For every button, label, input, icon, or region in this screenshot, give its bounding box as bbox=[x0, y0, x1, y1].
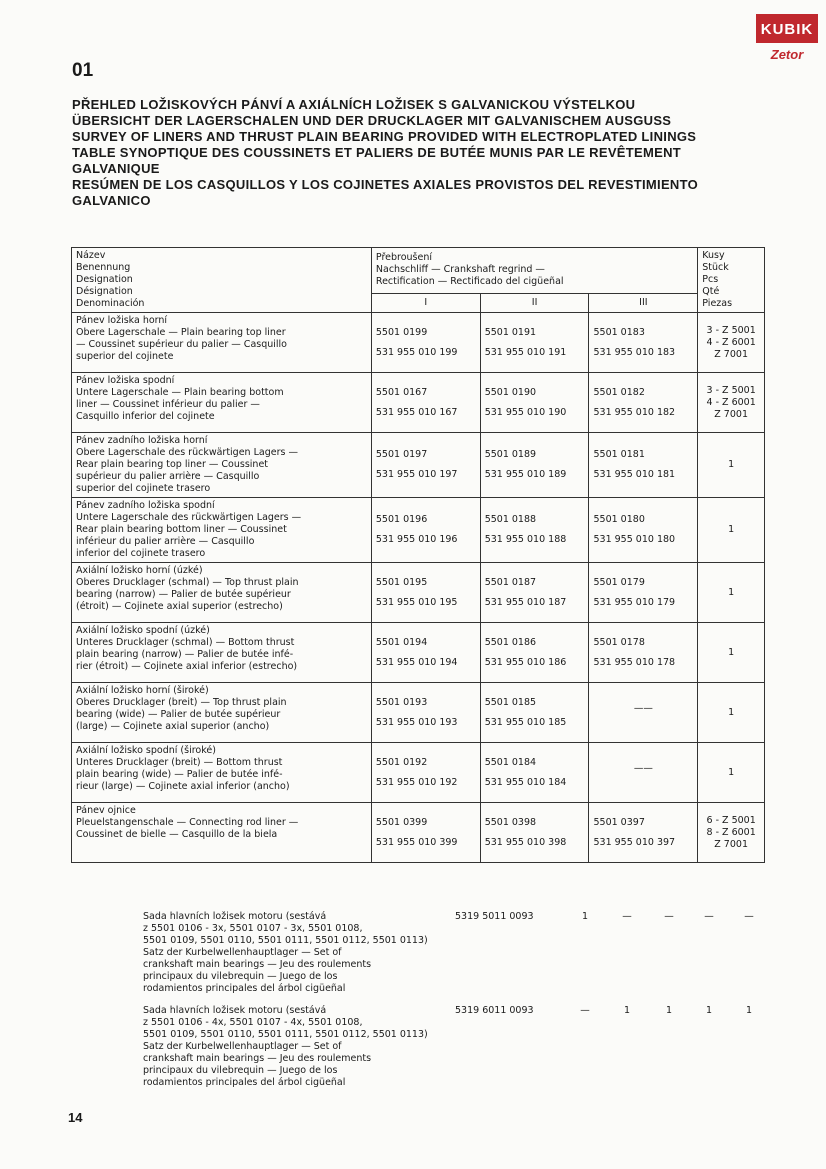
kubik-zetor-logo bbox=[756, 14, 818, 74]
row-qty: 3 - Z 5001 4 - Z 6001 Z 7001 bbox=[698, 373, 765, 433]
row-qty: 6 - Z 5001 8 - Z 6001 Z 7001 bbox=[698, 803, 765, 863]
row-qty: 1 bbox=[698, 683, 765, 743]
part-number: 5501 0190 bbox=[484, 386, 537, 398]
header-col-iii: III bbox=[589, 293, 698, 312]
set-part-number: 5319 5011 0093 bbox=[455, 911, 534, 922]
row-qty: 1 bbox=[698, 743, 765, 803]
logo-brand: KUBIK bbox=[756, 14, 818, 43]
bearing-set bbox=[143, 911, 763, 1003]
part-number: 5501 0185 bbox=[484, 696, 537, 708]
cell-ii bbox=[480, 313, 589, 373]
cell-iii bbox=[589, 313, 698, 373]
part-number: 5501 0191 bbox=[484, 326, 537, 338]
alt-part-number: 531 955 010 195 bbox=[375, 596, 458, 608]
alt-part-number: 531 955 010 192 bbox=[375, 776, 458, 788]
alt-part-number: 531 955 010 184 bbox=[484, 776, 567, 788]
table-row bbox=[72, 313, 765, 373]
part-number: 5501 0188 bbox=[484, 514, 537, 525]
cell-iii bbox=[589, 683, 698, 743]
cell-ii bbox=[480, 498, 589, 563]
part-number: 5501 0193 bbox=[375, 696, 428, 708]
alt-part-number: 531 955 010 182 bbox=[593, 406, 676, 418]
part-number: 5501 0197 bbox=[375, 449, 428, 460]
table-row bbox=[72, 743, 765, 803]
alt-part-number: 531 955 010 188 bbox=[484, 534, 567, 545]
set-qty-value: 1 bbox=[623, 1005, 631, 1016]
heading-cz: PŘEHLED LOŽISKOVÝCH PÁNVÍ A AXIÁLNÍCH LOŽISEK S GALVANICKOU VÝSTELKOU bbox=[72, 97, 636, 112]
table-row bbox=[72, 623, 765, 683]
cell-i bbox=[371, 373, 480, 433]
part-number: 5501 0184 bbox=[484, 756, 537, 768]
part-number: 5501 0187 bbox=[484, 576, 537, 588]
heading-en: SURVEY OF LINERS AND THRUST PLAIN BEARING PROVIDED WITH ELECTROPLATED LININGS bbox=[72, 129, 697, 144]
cell-i bbox=[371, 498, 480, 563]
cell-iii bbox=[589, 743, 698, 803]
section-number: 01 bbox=[72, 60, 94, 81]
alt-part-number: 531 955 010 181 bbox=[593, 469, 676, 480]
set-description: Sada hlavních ložisek motoru (sestává z 5501 0106 - 4x, 5501 0107 - 4x, 5501 0108, 5501 0109, 5501 0110, 5501 0111, 5501 0112, 5501 0113) Satz der Kurbelwellenhauptlager — Set of crankshaft main bearings — Jeu des roulements principaux du vilebrequin — Juego de los rodamientos principales del árbol cigüeñal bbox=[143, 1005, 428, 1088]
table-row bbox=[72, 433, 765, 498]
cell-iii bbox=[589, 373, 698, 433]
row-designation: Axiální ložisko spodní (široké) Unteres Drucklager (breit) — Bottom thrust plain bearing (wide) — Palier de butée infé- rieur (large) — Cojinete axial inferior (ancho) bbox=[72, 743, 372, 803]
cell-iii bbox=[589, 433, 698, 498]
page-number: 14 bbox=[68, 1110, 83, 1125]
part-number: 5501 0180 bbox=[593, 514, 645, 525]
row-qty: 3 - Z 5001 4 - Z 6001 Z 7001 bbox=[698, 313, 765, 373]
alt-part-number: 531 955 010 196 bbox=[375, 534, 458, 545]
heading-de: ÜBERSICHT DER LAGERSCHALEN UND DER DRUCKLAGER MIT GALVANISCHEM AUSGUSS bbox=[72, 113, 672, 128]
alt-part-number: 531 955 010 186 bbox=[484, 656, 567, 668]
header-col-ii: II bbox=[480, 293, 589, 312]
part-number: 5501 0398 bbox=[484, 816, 537, 828]
cell-ii bbox=[480, 373, 589, 433]
cell-iii bbox=[589, 498, 698, 563]
alt-part-number: 531 955 010 167 bbox=[375, 406, 458, 418]
set-qty-value: 1 bbox=[665, 1005, 673, 1016]
set-description: Sada hlavních ložisek motoru (sestává z 5501 0106 - 3x, 5501 0107 - 3x, 5501 0108, 5501 0109, 5501 0110, 5501 0111, 5501 0112, 5501 0113) Satz der Kurbelwellenhauptlager — Set of crankshaft main bearings — Jeu des roulements principaux du vilebrequin — Juego de los rodamientos principales del árbol cigüeñal bbox=[143, 911, 428, 994]
header-qty: Kusy Stück Pcs Qté Piezas bbox=[698, 248, 765, 313]
part-number: 5501 0196 bbox=[375, 514, 428, 525]
cell-ii bbox=[480, 803, 589, 863]
alt-part-number: 531 955 010 178 bbox=[593, 656, 676, 668]
part-number: 5501 0182 bbox=[593, 386, 645, 398]
alt-part-number: 531 955 010 398 bbox=[484, 836, 567, 848]
row-designation: Axiální ložisko horní (úzké) Oberes Drucklager (schmal) — Top thrust plain bearing (narrow) — Palier de butée supérieur (étroit) — Cojinete axial superior (estrecho) bbox=[72, 563, 372, 623]
title-block bbox=[72, 97, 762, 209]
heading-fr: TABLE SYNOPTIQUE DES COUSSINETS ET PALIERS DE BUTÉE MUNIS PAR LE REVÊTEMENT GALVANIQUE bbox=[72, 145, 682, 176]
part-number: 5501 0167 bbox=[375, 386, 428, 398]
alt-part-number: 531 955 010 187 bbox=[484, 596, 567, 608]
alt-part-number: 531 955 010 193 bbox=[375, 716, 458, 728]
alt-part-number: 531 955 010 185 bbox=[484, 716, 567, 728]
bearing-table bbox=[71, 247, 765, 863]
cell-ii bbox=[480, 433, 589, 498]
row-designation: Pánev ojnice Pleuelstangenschale — Connecting rod liner — Coussinet de bielle — Casquillo de la biela bbox=[72, 803, 372, 863]
cell-ii bbox=[480, 743, 589, 803]
part-number: 5501 0189 bbox=[484, 449, 537, 460]
alt-part-number: 531 955 010 191 bbox=[484, 346, 567, 358]
set-qty-value: — bbox=[622, 911, 632, 922]
set-qty-value: — bbox=[704, 911, 714, 922]
alt-part-number: 531 955 010 189 bbox=[484, 469, 567, 480]
set-part-number: 5319 6011 0093 bbox=[455, 1005, 534, 1016]
set-qty-value: — bbox=[580, 1005, 590, 1016]
row-qty: 1 bbox=[698, 498, 765, 563]
row-qty: 1 bbox=[698, 623, 765, 683]
cell-i bbox=[371, 623, 480, 683]
cell-i bbox=[371, 803, 480, 863]
part-number: 5501 0397 bbox=[593, 816, 645, 828]
alt-part-number: 531 955 010 199 bbox=[375, 346, 458, 358]
part-number: 5501 0179 bbox=[593, 576, 645, 588]
part-number: 5501 0192 bbox=[375, 756, 428, 768]
part-number: 5501 0183 bbox=[593, 326, 645, 338]
set-qty-value: 1 bbox=[581, 911, 589, 922]
part-number: —— bbox=[633, 762, 653, 774]
cell-ii bbox=[480, 563, 589, 623]
row-designation: Pánev ložiska horní Obere Lagerschale — Plain bearing top liner — Coussinet supérieur du palier — Casquillo superior del cojinete bbox=[72, 313, 372, 373]
cell-iii bbox=[589, 563, 698, 623]
bearing-set bbox=[143, 1005, 763, 1097]
row-designation: Pánev zadního ložiska horní Obere Lagerschale des rückwärtigen Lagers — Rear plain bearing top liner — Coussinet supérieur du palier arrière — Casquillo superior del cojinete trasero bbox=[72, 433, 372, 498]
cell-ii bbox=[480, 683, 589, 743]
part-number: 5501 0178 bbox=[593, 636, 645, 648]
logo-sub: Zetor bbox=[770, 47, 804, 62]
set-qty-value: — bbox=[744, 911, 754, 922]
bearing-sets bbox=[143, 911, 763, 1097]
set-qty-value: 1 bbox=[705, 1005, 713, 1016]
alt-part-number: 531 955 010 399 bbox=[375, 836, 458, 848]
cell-ii bbox=[480, 623, 589, 683]
part-number: 5501 0195 bbox=[375, 576, 428, 588]
part-number: 5501 0186 bbox=[484, 636, 537, 648]
table-row bbox=[72, 563, 765, 623]
row-qty: 1 bbox=[698, 563, 765, 623]
alt-part-number: 531 955 010 190 bbox=[484, 406, 567, 418]
header-col-i: I bbox=[371, 293, 480, 312]
header-designation: Název Benennung Designation Désignation Denominación bbox=[72, 248, 372, 313]
table-row bbox=[72, 498, 765, 563]
row-designation: Axiální ložisko spodní (úzké) Unteres Drucklager (schmal) — Bottom thrust plain bearing (narrow) — Palier de butée infé- rier (étroit) — Cojinete axial inferior (estrecho) bbox=[72, 623, 372, 683]
alt-part-number: 531 955 010 179 bbox=[593, 596, 676, 608]
cell-iii bbox=[589, 803, 698, 863]
alt-part-number: 531 955 010 180 bbox=[593, 534, 676, 545]
part-number: 5501 0199 bbox=[375, 326, 428, 338]
cell-i bbox=[371, 743, 480, 803]
cell-i bbox=[371, 433, 480, 498]
part-number: 5501 0399 bbox=[375, 816, 428, 828]
row-qty: 1 bbox=[698, 433, 765, 498]
cell-i bbox=[371, 313, 480, 373]
alt-part-number: 531 955 010 197 bbox=[375, 469, 458, 480]
part-number: —— bbox=[633, 702, 653, 714]
row-designation: Pánev ložiska spodní Untere Lagerschale — Plain bearing bottom liner — Coussinet inférieur du palier — Casquillo inferior del cojinete bbox=[72, 373, 372, 433]
table-row bbox=[72, 683, 765, 743]
part-number: 5501 0181 bbox=[593, 449, 645, 460]
table-row bbox=[72, 803, 765, 863]
part-number: 5501 0194 bbox=[375, 636, 428, 648]
alt-part-number: 531 955 010 194 bbox=[375, 656, 458, 668]
set-qty-value: — bbox=[664, 911, 674, 922]
cell-iii bbox=[589, 623, 698, 683]
heading-es: RESÚMEN DE LOS CASQUILLOS Y LOS COJINETES AXIALES PROVISTOS DEL REVESTIMIENTO GALVANICO bbox=[72, 177, 699, 208]
set-qty-value: 1 bbox=[745, 1005, 753, 1016]
row-designation: Axiální ložisko horní (široké) Oberes Drucklager (breit) — Top thrust plain bearing (wide) — Palier de butée supérieur (large) — Cojinete axial superior (ancho) bbox=[72, 683, 372, 743]
alt-part-number: 531 955 010 397 bbox=[593, 836, 676, 848]
alt-part-number: 531 955 010 183 bbox=[593, 346, 676, 358]
header-regrind: Přebroušení Nachschliff — Crankshaft regrind — Rectification — Rectificado del cigüeñal bbox=[371, 248, 697, 294]
cell-i bbox=[371, 683, 480, 743]
table-row bbox=[72, 373, 765, 433]
row-designation: Pánev zadního ložiska spodní Untere Lagerschale des rückwärtigen Lagers — Rear plain bearing bottom liner — Coussinet inférieur du palier arrière — Casquillo inferior del cojinete trasero bbox=[72, 498, 372, 563]
table-header-row bbox=[72, 248, 765, 294]
cell-i bbox=[371, 563, 480, 623]
